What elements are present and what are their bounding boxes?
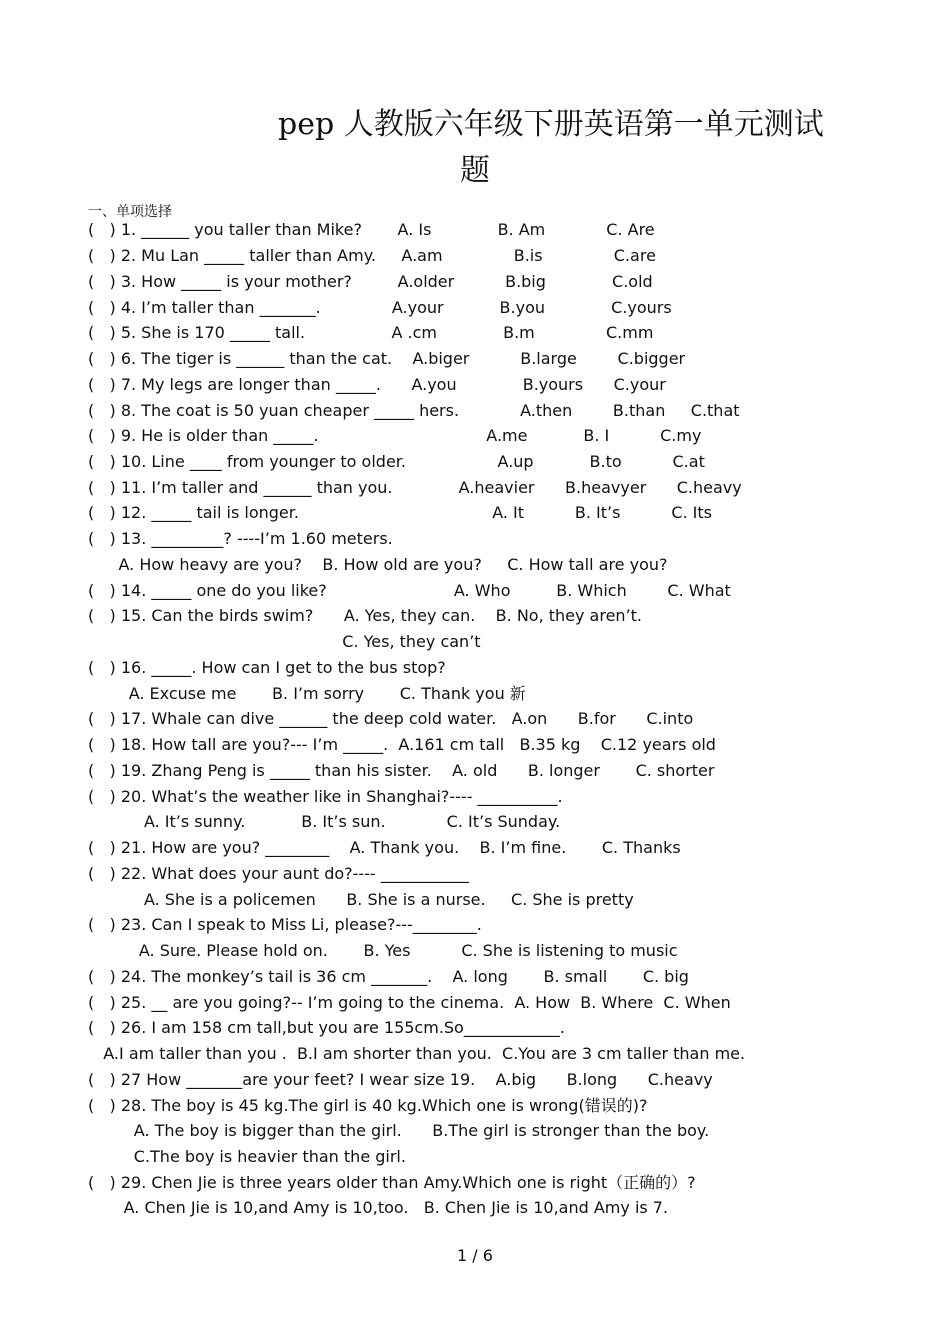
question-line: ( ) 8. The coat is 50 yuan cheaper _____ hers. A.then B.than C.that [88,401,740,420]
question-line: ( ) 24. The monkey’s tail is 36 cm _______. A. long B. small C. big [88,967,689,986]
question-line: ( ) 16. _____. How can I get to the bus stop? [88,658,446,677]
question-line: ( ) 21. How are you? ________ A. Thank you. B. I’m fine. C. Thanks [88,838,681,857]
question-line: A. The boy is bigger than the girl. B.The girl is stronger than the boy. [88,1121,710,1140]
question-line: ( ) 6. The tiger is ______ than the cat. A.biger B.large C.bigger [88,349,686,368]
question-line: ( ) 27 How _______are your feet? I wear size 19. A.big B.long C.heavy [88,1070,713,1089]
question-line: ( ) 1. ______ you taller than Mike? A. Is B. Am C. Are [88,220,655,239]
question-line: ( ) 29. Chen Jie is three years older than Amy.Which one is right（正确的）? [88,1173,696,1192]
question-line: A. It’s sunny. B. It’s sun. C. It’s Sunday. [88,812,561,831]
page-number: 1 / 6 [457,1246,493,1265]
question-line: ( ) 3. How _____ is your mother? A.older B.big C.old [88,272,653,291]
question-line: ( ) 25. __ are you going?-- I’m going to the cinema. A. How B. Where C. When [88,993,731,1012]
question-line: A. She is a policemen B. She is a nurse. C. She is pretty [88,890,634,909]
question-line: A. Sure. Please hold on. B. Yes C. She is listening to music [88,941,678,960]
question-line: ( ) 18. How tall are you?--- I’m _____. A.161 cm tall B.35 kg C.12 years old [88,735,716,754]
question-line: ( ) 28. The boy is 45 kg.The girl is 40 kg.Which one is wrong(错误的)? [88,1096,648,1115]
question-line: A. Chen Jie is 10,and Amy is 10,too. B. Chen Jie is 10,and Amy is 7. [88,1198,669,1217]
page-title [278,102,878,194]
question-line: ( ) 23. Can I speak to Miss Li, please?---________. [88,915,482,934]
question-line: ( ) 9. He is older than _____. A.me B. I C.my [88,426,702,445]
question-line: ( ) 20. What’s the weather like in Shanghai?---- __________. [88,787,563,806]
question-line: ( ) 13. _________? ----I’m 1.60 meters. [88,529,393,548]
question-line: A. How heavy are you? B. How old are you? C. How tall are you? [88,555,668,574]
question-line: ( ) 14. _____ one do you like? A. Who B. Which C. What [88,581,731,600]
question-line: ( ) 11. I’m taller and ______ than you. A.heavier B.heavyer C.heavy [88,478,742,497]
title-line-1: pep 人教版六年级下册英语第一单元测试 [278,107,824,142]
question-line: ( ) 26. I am 158 cm tall,but you are 155cm.So____________. [88,1018,565,1037]
question-line: ( ) 10. Line ____ from younger to older. A.up B.to C.at [88,452,705,471]
question-line: A. Excuse me B. I’m sorry C. Thank you 新 [88,684,526,703]
question-line: ( ) 17. Whale can dive ______ the deep cold water. A.on B.for C.into [88,709,694,728]
question-line: ( ) 2. Mu Lan _____ taller than Amy. A.am B.is C.are [88,246,656,265]
question-line: ( ) 5. She is 170 _____ tall. A .cm B.m C.mm [88,323,654,342]
question-line: ( ) 15. Can the birds swim? A. Yes, they can. B. No, they aren’t. [88,606,643,625]
question-line: ( ) 22. What does your aunt do?---- ___________ [88,864,469,883]
question-line: C.The boy is heavier than the girl. [88,1147,406,1166]
question-line: A.I am taller than you . B.I am shorter than you. C.You are 3 cm taller than me. [88,1044,746,1063]
question-line: C. Yes, they can’t [88,632,481,651]
question-line: ( ) 7. My legs are longer than _____. A.you B.yours C.your [88,375,666,394]
title-line-2: 题 [460,153,490,188]
question-line: ( ) 12. _____ tail is longer. A. It B. It’s C. Its [88,503,712,522]
question-line: ( ) 19. Zhang Peng is _____ than his sister. A. old B. longer C. shorter [88,761,715,780]
question-line: ( ) 4. I’m taller than _______. A.your B.you C.yours [88,298,672,317]
section-heading: 一、单项选择 [88,204,172,220]
